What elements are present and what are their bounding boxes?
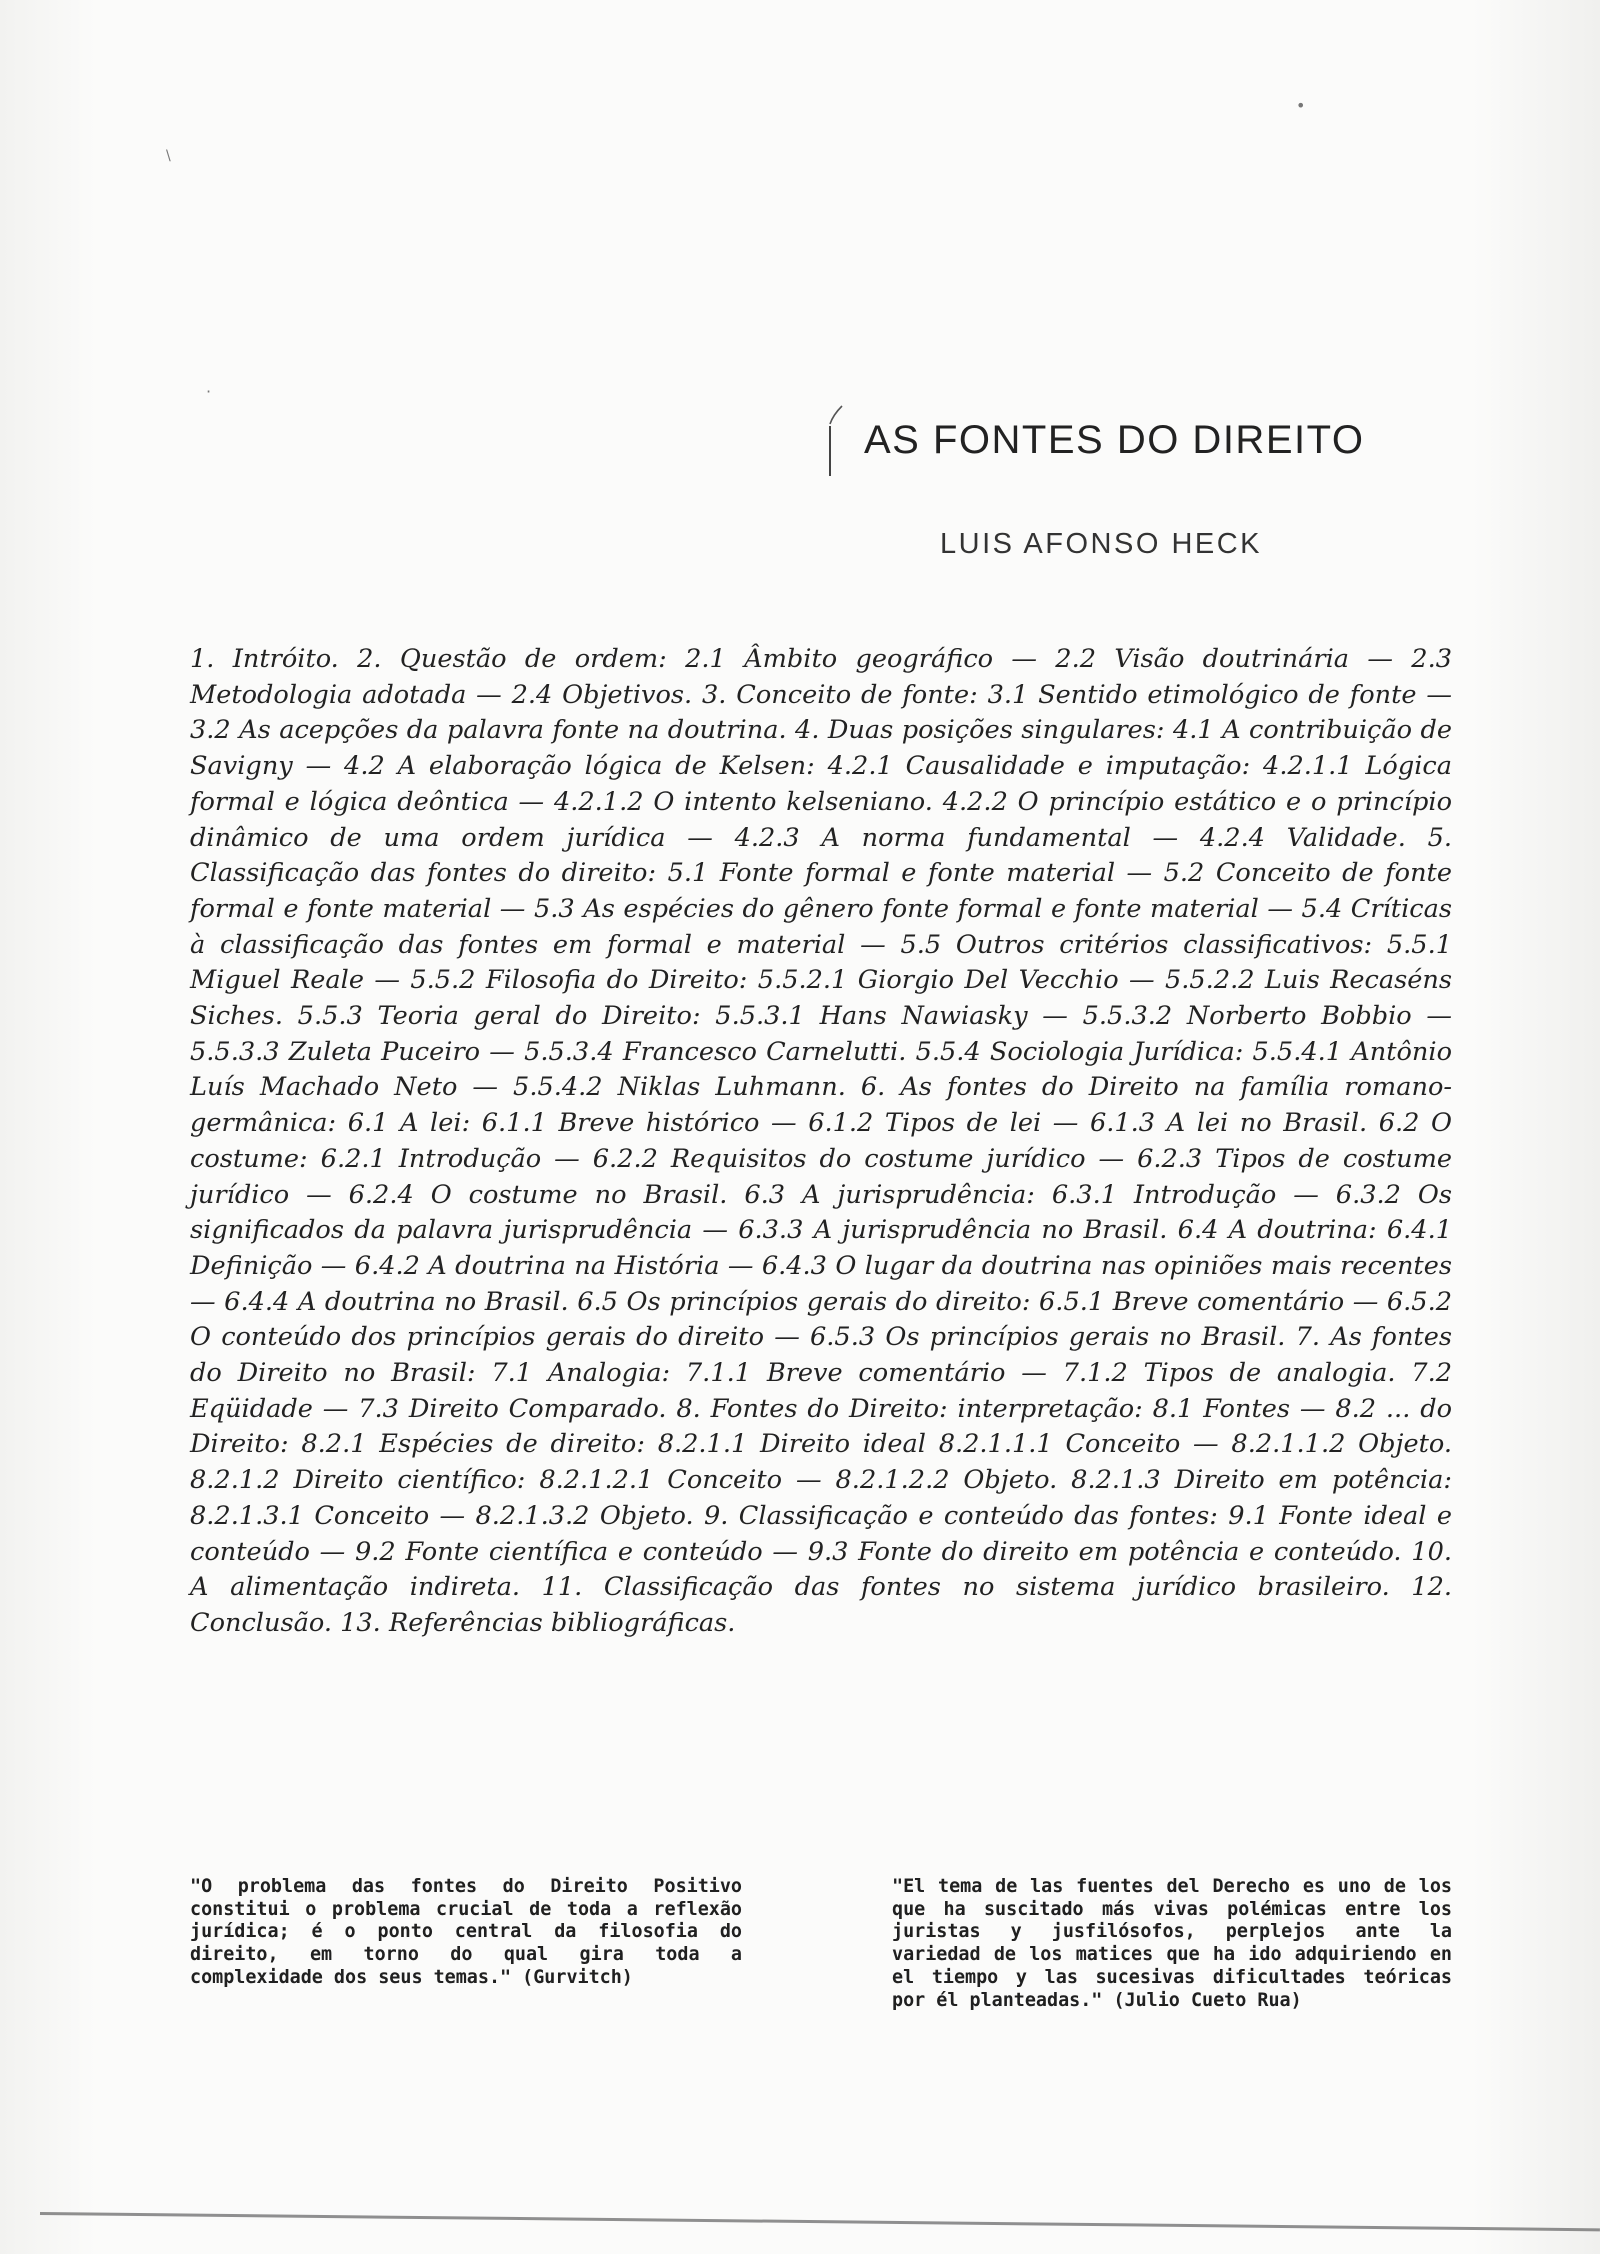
- article-summary: 1. Intróito. 2. Questão de ordem: 2.1 Âmbito geográfico — 2.2 Visão doutrinária — 2.3 Metodologia adotada — 2.4 Objetivos. 3. Conceito de fonte: 3.1 Sentido etimológico de fonte — 3.2 As acepções da palavra fonte na doutrina. 4. Duas posições singulares: 4.1 A contribuição de Savigny — 4.2 A elaboração lógica de Kelsen: 4.2.1 Causalidade e imputação: 4.2.1.1 Lógica formal e lógica deôntica — 4.2.1.2 O intento kelseniano. 4.2.2 O princípio estático e o princípio dinâmico de uma ordem jurídica — 4.2.3 A norma fundamental — 4.2.4 Validade. 5. Classificação das fontes do direito: 5.1 Fonte formal e fonte material — 5.2 Conceito de fonte formal e fonte material — 5.3 As espécies do gênero fonte formal e fonte material — 5.4 Críticas à classificação das fontes em formal e material — 5.5 Outros critérios classificativos: 5.5.1 Miguel Reale — 5.5.2 Filosofia do Direito: 5.5.2.1 Giorgio Del Vecchio — 5.5.2.2 Luis Recaséns Siches. 5.5.3 Teoria geral do Direito: 5.5.3.1 Hans Nawiasky — 5.5.3.2 Norberto Bobbio — 5.5.3.3 Zuleta Puceiro — 5.5.3.4 Francesco Carnelutti. 5.5.4 Sociologia Jurídica: 5.5.4.1 Antônio Luís Machado Neto — 5.5.4.2 Niklas Luhmann. 6. As fontes do Direito na família romano-germânica: 6.1 A lei: 6.1.1 Breve histórico — 6.1.2 Tipos de lei — 6.1.3 A lei no Brasil. 6.2 O costume: 6.2.1 Introdução — 6.2.2 Requisitos do costume jurídico — 6.2.3 Tipos de costume jurídico — 6.2.4 O costume no Brasil. 6.3 A jurisprudência: 6.3.1 Introdução — 6.3.2 Os significados da palavra jurisprudência — 6.3.3 A jurisprudência no Brasil. 6.4 A doutrina: 6.4.1 Definição — 6.4.2 A doutrina na História — 6.4.3 O lugar da doutrina nas opiniões mais recentes — 6.4.4 A doutrina no Brasil. 6.5 Os princípios gerais do direito: 6.5.1 Breve comentário — 6.5.2 O conteúdo dos princípios gerais do direito — 6.5.3 Os princípios gerais no Brasil. 7. As fontes do Direito no Brasil: 7.1 Analogia: 7.1.1 Breve comentário — 7.1.2 Tipos de analogia. 7.2 Eqüidade — 7.3 Direito Comparado. 8. Fontes do Direito: interpretação: 8.1 Fontes — 8.2 ... do Direito: 8.2.1 Espécies de direito: 8.2.1.1 Direito ideal 8.2.1.1.1 Conceito — 8.2.1.1.2 Objeto. 8.2.1.2 Direito científico: 8.2.1.2.1 Conceito — 8.2.1.2.2 Objeto. 8.2.1.3 Direito em potência: 8.2.1.3.1 Conceito — 8.2.1.3.2 Objeto. 9. Classificação e conteúdo das fontes: 9.1 Fonte ideal e conteúdo — 9.2 Fonte científica e conteúdo — 9.3 Fonte do direito em potência e conteúdo. 10. A alimentação indireta. 11. Classificação das fontes no sistema jurídico brasileiro. 12. Conclusão. 13. Referências bibliográficas.: [190, 644, 1452, 1638]
- scan-speck: •: [1296, 96, 1306, 115]
- epigraph-cueto-rua: "El tema de las fuentes del Derecho es uno de los que ha suscitado más vivas polémicas entre los juristas y jusfilósofos, perplejos ante la variedad de los matices que ha ido adquiriendo en el tiempo y las sucesivas dificultades teóricas por él planteadas." (Julio Cueto Rua): [892, 1876, 1452, 2011]
- author-name: LUIS AFONSO HECK: [940, 528, 1263, 560]
- scan-speck: ·: [206, 382, 212, 401]
- page-bottom-edge: [40, 2212, 1600, 2231]
- article-title: AS FONTES DO DIREITO: [864, 418, 1365, 462]
- epigraph-gurvitch: "O problema das fontes do Direito Positivo constitui o problema crucial de toda a reflexão jurídica; é o ponto central da filosofia do direito, em torno do qual gira toda a complexidade dos seus temas." (Gurvitch): [190, 1876, 742, 1988]
- scan-speck: \: [166, 148, 171, 164]
- pencil-mark-icon: [826, 404, 846, 478]
